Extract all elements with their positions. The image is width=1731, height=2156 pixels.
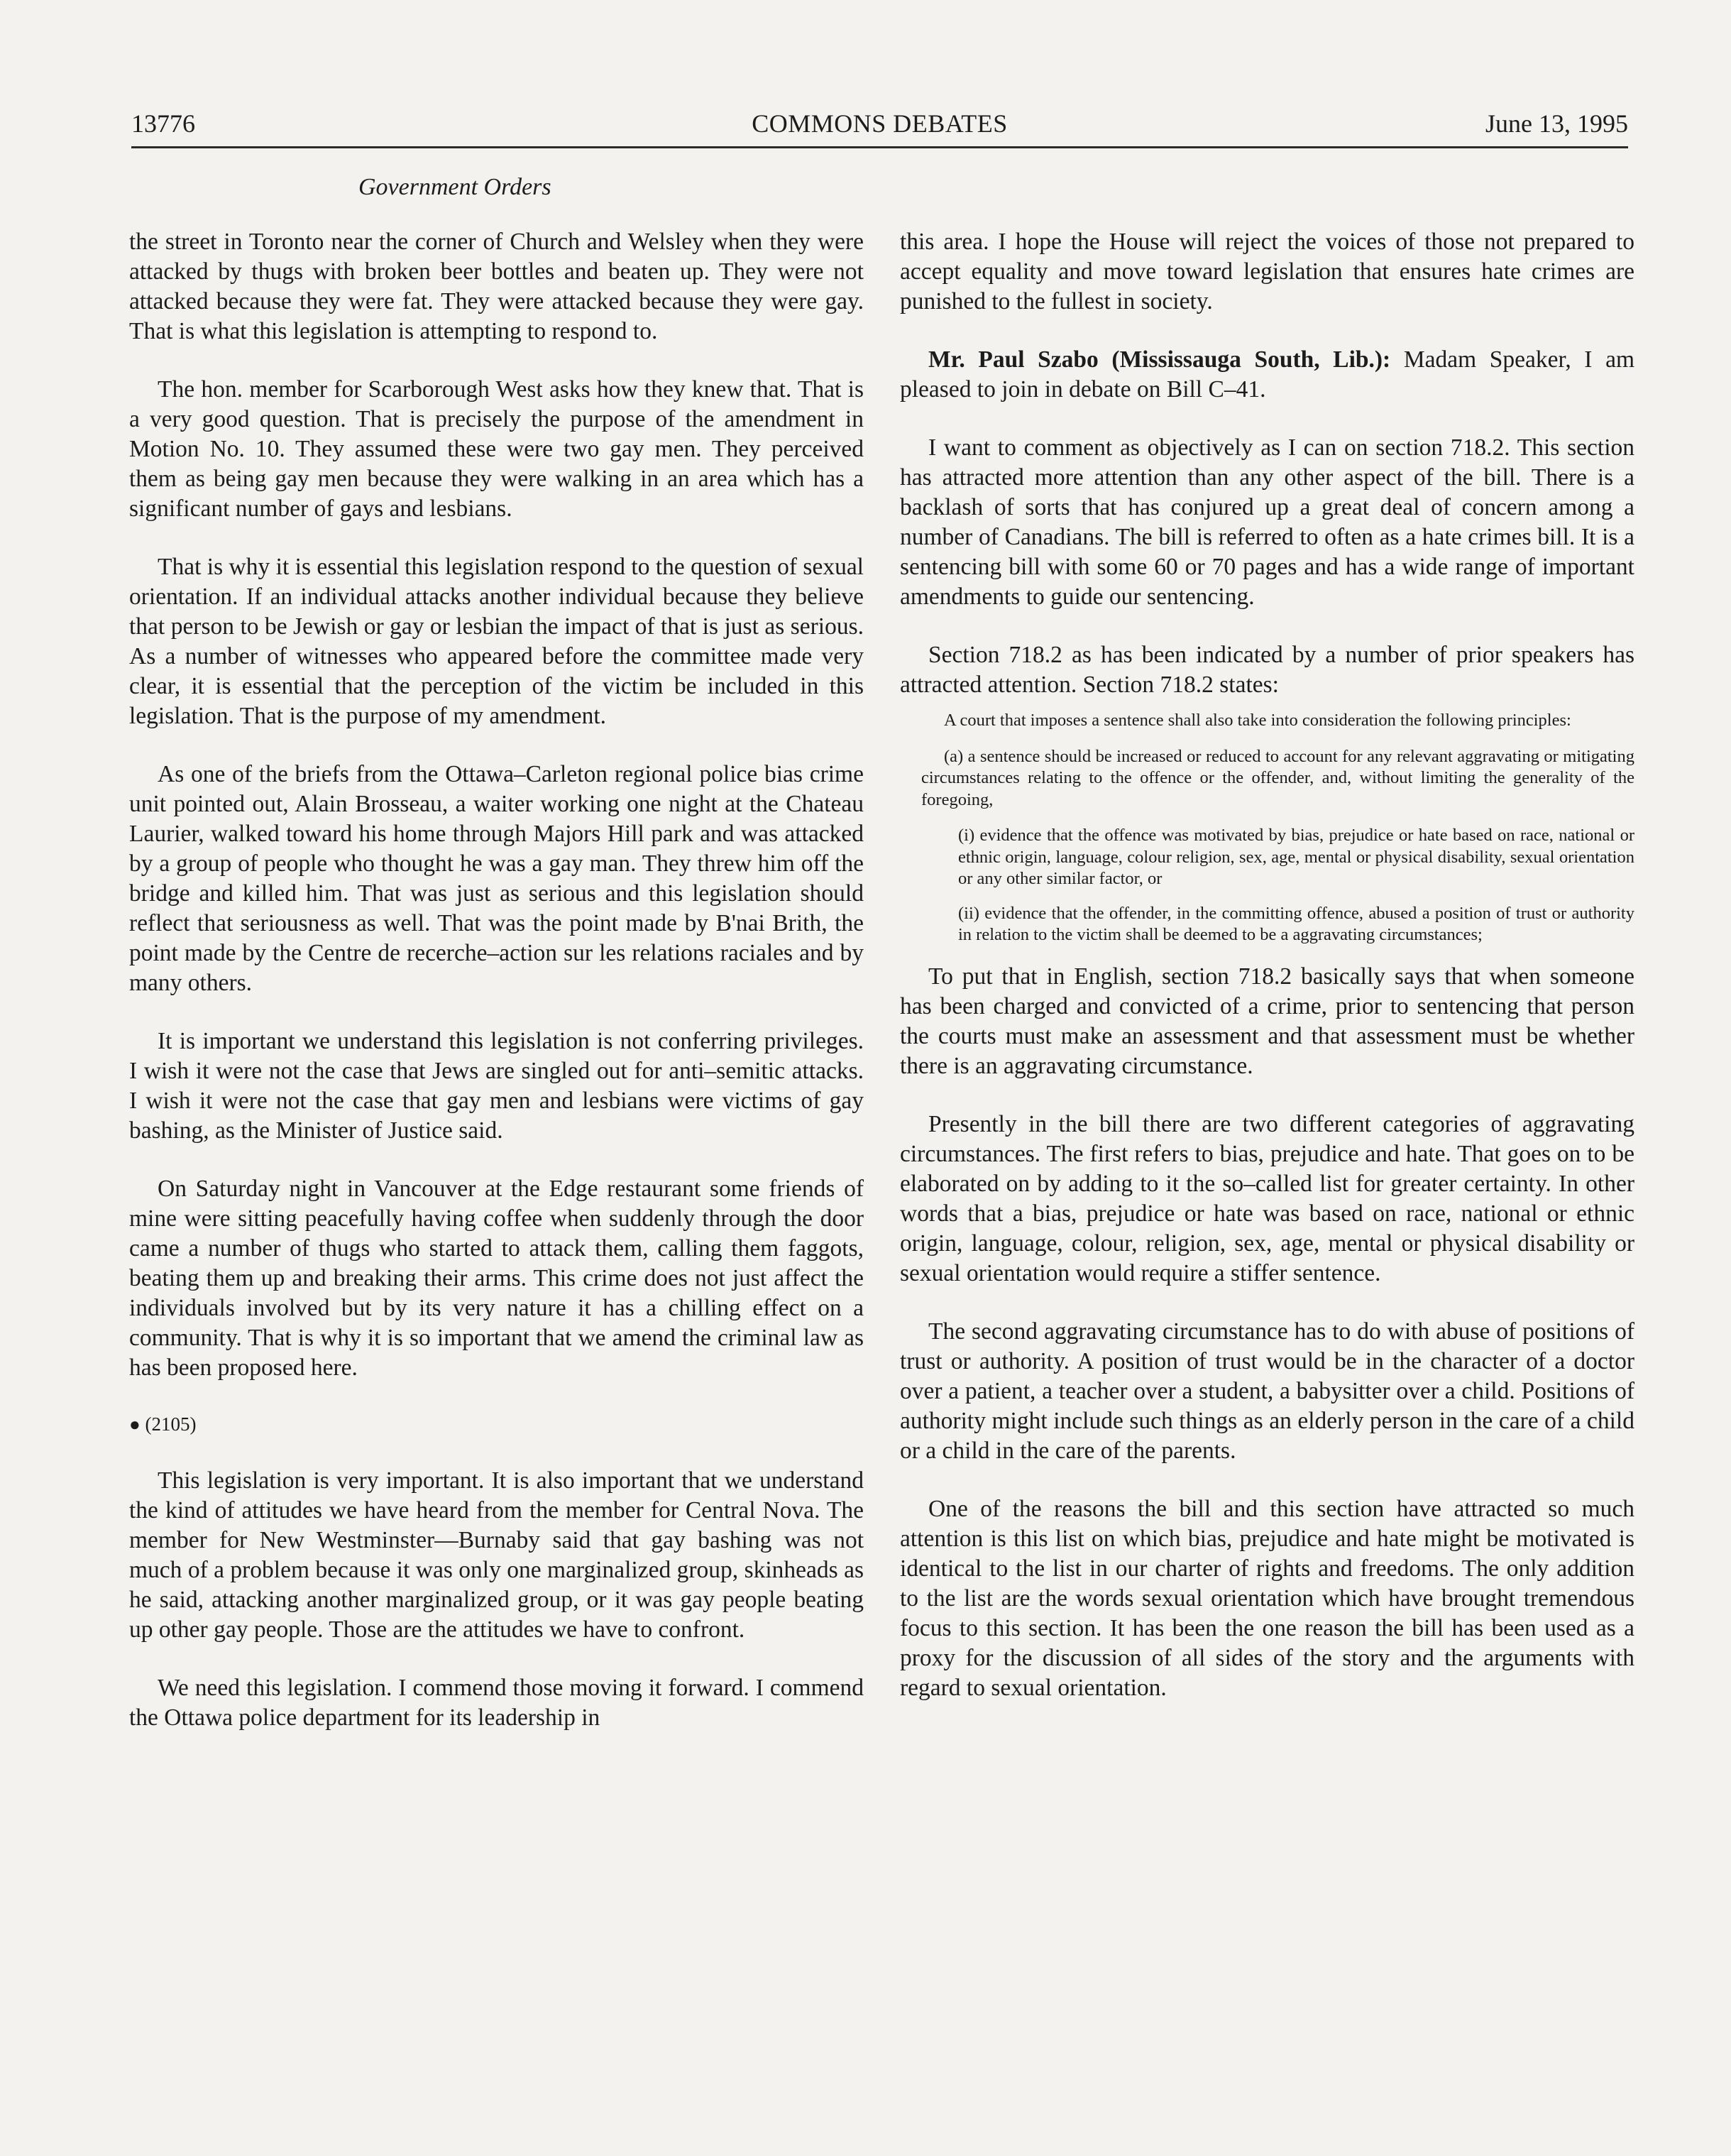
speaker-text: Madam Speaker, I am pleased to join in debate on Bill C–41. [900, 346, 1634, 403]
statute-quote [900, 710, 1634, 946]
paragraph: Presently in the bill there are two different categories of aggravating circumstances. The first refers to bias, prejudice and hate. That goes on to be elaborated on by adding to it the so–called list for greater certainty. In other words that a bias, prejudice or hate was based on race, national or ethnic origin, language, colour, religion, sex, age, mental or physical disability or sexual orientation would require a stiffer sentence. [900, 1110, 1634, 1286]
paragraph: We need this legislation. I commend those moving it forward. I commend the Ottawa police department for its leadership in [129, 1675, 864, 1731]
paragraph: the street in Toronto near the corner of Church and Welsley when they were attacked by thugs with broken beer bottles and beaten up. They were not attacked because they were fat. They were attacked because they were gay. That is what this legislation is attempting to respond to. [129, 229, 864, 344]
publication-title: COMMONS DEBATES [752, 109, 1008, 138]
paragraph: The second aggravating circumstance has to do with abuse of positions of trust or authority. A position of trust would be in the character of a doctor over a patient, a teacher over a student, a babysitter over a child. Positions of authority might include such things as an elderly person in the care of a child or a child in the care of the parents. [900, 1318, 1634, 1464]
quote-clause-ii: (ii) evidence that the offender, in the committing offence, abused a position of trust or authority in relation to the victim shall be deemed to be a aggravating circumstances; [958, 903, 1634, 944]
bullet-icon: ● [129, 1414, 141, 1435]
paragraph: Section 718.2 as has been indicated by a number of prior speakers has attracted attention. Section 718.2 states: [900, 642, 1634, 698]
right-column [900, 227, 1634, 1731]
paragraph: One of the reasons the bill and this section have attracted so much attention is this list on which bias, prejudice and hate might be motivated is identical to the list in our charter of rights and freedoms. The only addition to the list are the words sexual orientation which have brought tremendous focus to this section. It has been the one reason the bill has been used as a proxy for the discussion of all sides of the story and the arguments with regard to sexual orientation. [900, 1495, 1634, 1701]
time-marker-label: (2105) [145, 1413, 197, 1435]
paragraph: To put that in English, section 718.2 basically says that when someone has been charged and convicted of a crime, prior to sentencing that person the courts must make an assessment and that assessment must be whether there is an aggravating circumstance. [900, 963, 1634, 1079]
paragraph: This legislation is very important. It is also important that we understand the kind of attitudes we have heard from the member for Central Nova. The member for New Westminster—Burnaby said that gay bashing was not much of a problem because it was only one marginalized group, skinheads as he said, attacking another marginalized group, or it was gay people beating up other gay people. Those are the attitudes we have to confront. [129, 1467, 864, 1643]
quote-clause-i: (i) evidence that the offence was motivated by bias, prejudice or hate based on race, national or ethnic origin, language, colour religion, sex, age, mental or physical disability, sexual orientation or any other similar factor, or [958, 826, 1634, 888]
section-title: Government Orders [358, 174, 551, 200]
paragraph: That is why it is essential this legislation respond to the question of sexual orientation. If an individual attacks another individual because they believe that person to be Jewish or gay or lesbian the impact of that is just as serious. As a number of witnesses who appeared before the committee made very clear, it is essential that the perception of the victim be included in this legislation. That is the purpose of my amendment. [129, 554, 864, 729]
speaker-paragraph [900, 345, 1634, 405]
quote-clause-a: (a) a sentence should be increased or reduced to account for any relevant aggravating or mitigating circumstances relating to the offence or the offender, and, without limiting the generality of the foregoing, [921, 746, 1634, 809]
paragraph: On Saturday night in Vancouver at the Edge restaurant some friends of mine were sitting peacefully having coffee when suddenly through the door came a number of thugs who started to attack them, calling them faggots, beating them up and breaking their arms. This crime does not just affect the individuals involved but by its very nature it has a chilling effect on a community. That is why it is so important that we amend the criminal law as has been proposed here. [129, 1176, 864, 1381]
paragraph: It is important we understand this legislation is not conferring privileges. I wish it were not the case that Jews are singled out for anti–semitic attacks. I wish it were not the case that gay men and lesbians were victims of gay bashing, as the Minister of Justice said. [129, 1028, 864, 1144]
publication-date: June 13, 1995 [1485, 109, 1628, 138]
quote-intro: A court that imposes a sentence shall also take into consideration the following principles: [944, 711, 1571, 730]
page-header [131, 105, 1628, 148]
time-marker [129, 1411, 864, 1438]
speaker-name: Mr. Paul Szabo (Mississauga South, Lib.): [928, 346, 1391, 373]
paragraph: I want to comment as objectively as I can on section 718.2. This section has attracted more attention than any other aspect of the bill. There is a backlash of sorts that has conjured up a great deal of concern among a number of Canadians. The bill is referred to often as a hate crimes bill. It is a sentencing bill with some 60 or 70 pages and has a wide range of important amendments to guide our sentencing. [900, 434, 1634, 610]
left-column [129, 227, 864, 1761]
page-number: 13776 [131, 109, 195, 138]
paragraph: As one of the briefs from the Ottawa–Carleton regional police bias crime unit pointed out, Alain Brosseau, a waiter working one night at the Chateau Laurier, walked toward his home through Majors Hill park and was attacked by a group of people who thought he was a gay man. They threw him off the bridge and killed him. That was just as serious and this legislation should reflect that seriousness as well. That was the point made by B'nai Brith, the point made by the Centre de recerche–action sur les relations raciales and by many others. [129, 761, 864, 996]
paragraph: this area. I hope the House will reject the voices of those not prepared to accept equality and move toward legislation that ensures hate crimes are punished to the fullest in society. [900, 229, 1634, 314]
paragraph: The hon. member for Scarborough West asks how they knew that. That is a very good question. That is precisely the purpose of the amendment in Motion No. 10. They assumed these were two gay men. They perceived them as being gay men because they were walking in an area which has a significant number of gays and lesbians. [129, 376, 864, 522]
